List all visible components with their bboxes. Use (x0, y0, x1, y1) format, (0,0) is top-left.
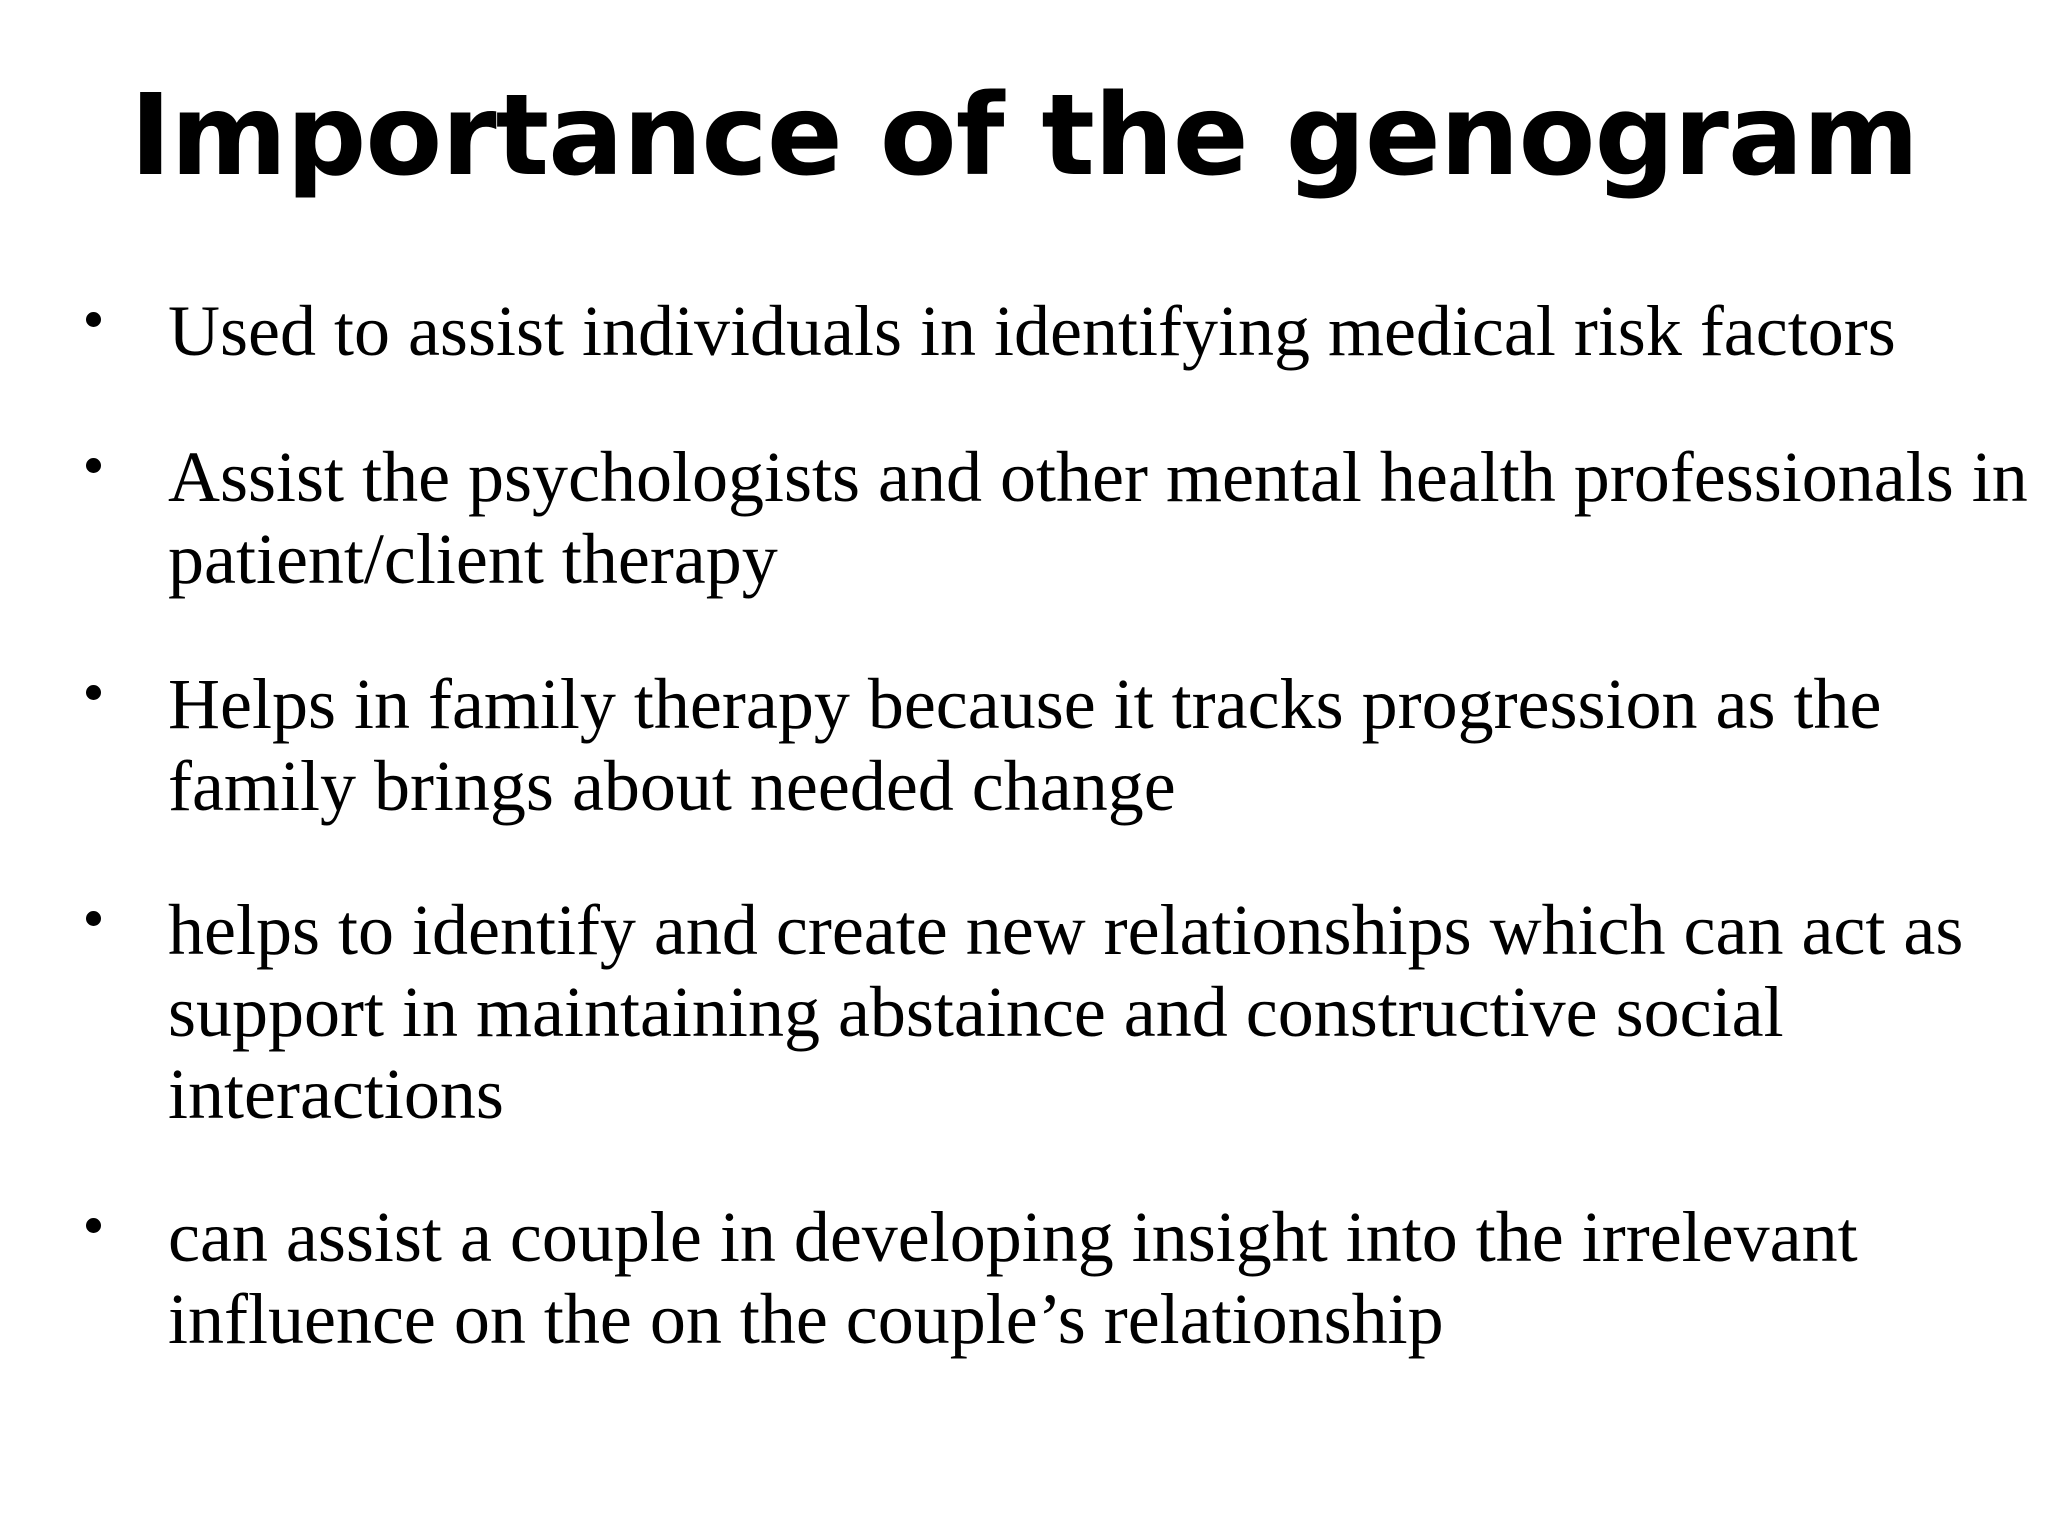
bullet-dot-icon (86, 312, 101, 327)
bullet-2-line-2: patient/client therapy (168, 519, 778, 599)
bullet-3-line-1: Helps in family therapy because it tracks progression as the (168, 664, 1882, 744)
slide-title: Importance of the genogram (129, 71, 1919, 201)
bullet-4-line-1: helps to identify and create new relationships which can act as (168, 890, 1964, 970)
bullet-dot-icon (86, 911, 101, 926)
bullet-5-line-1: can assist a couple in developing insight into the irrelevant (168, 1197, 1858, 1277)
bullet-5-line-2: influence on the on the couple’s relationship (168, 1279, 1444, 1359)
bullet-dot-icon (86, 685, 101, 700)
bullet-dot-icon (86, 458, 101, 473)
bullet-3-line-2: family brings about needed change (168, 746, 1176, 826)
bullet-4-line-3: interactions (168, 1054, 504, 1134)
bullet-1-line-1: Used to assist individuals in identifying medical risk factors (168, 291, 1896, 371)
bullet-2-line-1: Assist the psychologists and other mental health professionals in (168, 437, 2028, 517)
bullet-4-line-2: support in maintaining abstaince and constructive social (168, 972, 1784, 1052)
bullet-dot-icon (86, 1218, 101, 1233)
